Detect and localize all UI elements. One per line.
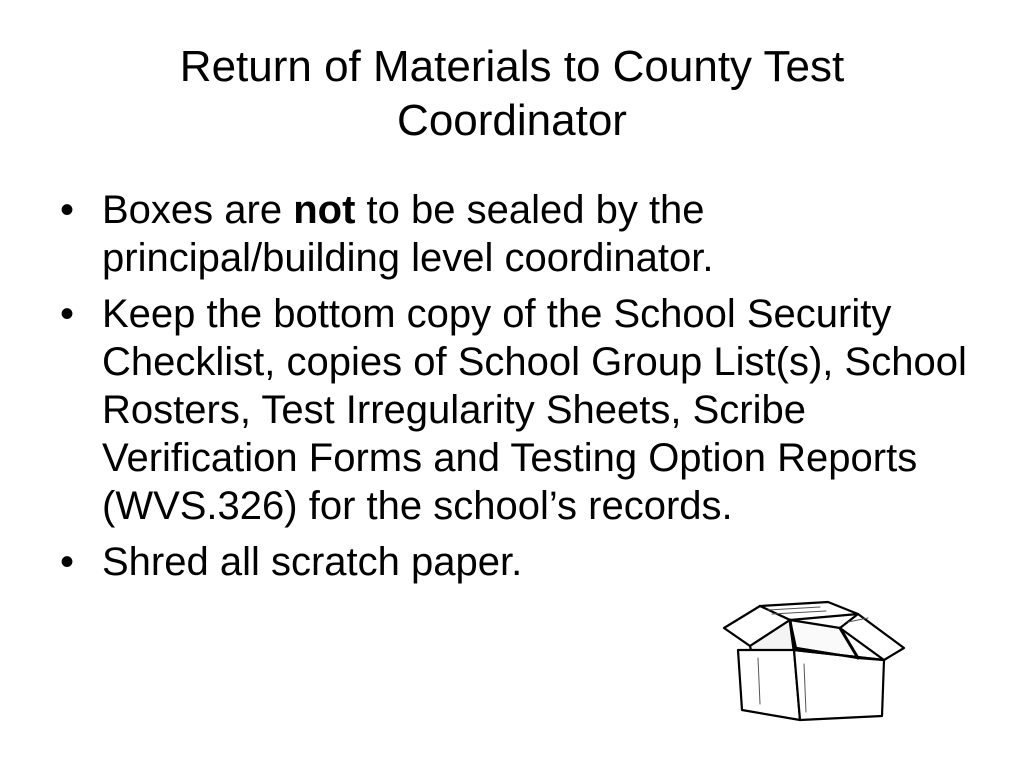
bullet-text: Keep the bottom copy of the School Security Checklist, copies of School Group List(s), School Rosters, Test Irregularity Sheets, Scribe Verification Forms and Testing Option Reports (WVS.326) for the school’s records. [102, 292, 967, 528]
bullet-icon: • [60, 540, 75, 584]
bullet-icon: • [60, 292, 75, 336]
bullet-item-shred-scratch-paper [58, 538, 978, 586]
bullet-item-keep-bottom-copy [58, 290, 978, 530]
bullet-text-emphasis: not [293, 188, 356, 232]
bullet-text-suffix: to be sealed by the principal/building level coordinator. [102, 188, 714, 280]
bullet-text-prefix: Boxes are [102, 188, 294, 232]
bullet-list [58, 186, 978, 594]
bullet-icon: • [60, 188, 75, 232]
open-cardboard-box-icon [708, 588, 916, 738]
bullet-item-boxes-not-sealed [58, 186, 978, 282]
slide-title: Return of Materials to County Test Coordinator [179, 42, 845, 145]
bullet-text: Shred all scratch paper. [102, 540, 523, 584]
